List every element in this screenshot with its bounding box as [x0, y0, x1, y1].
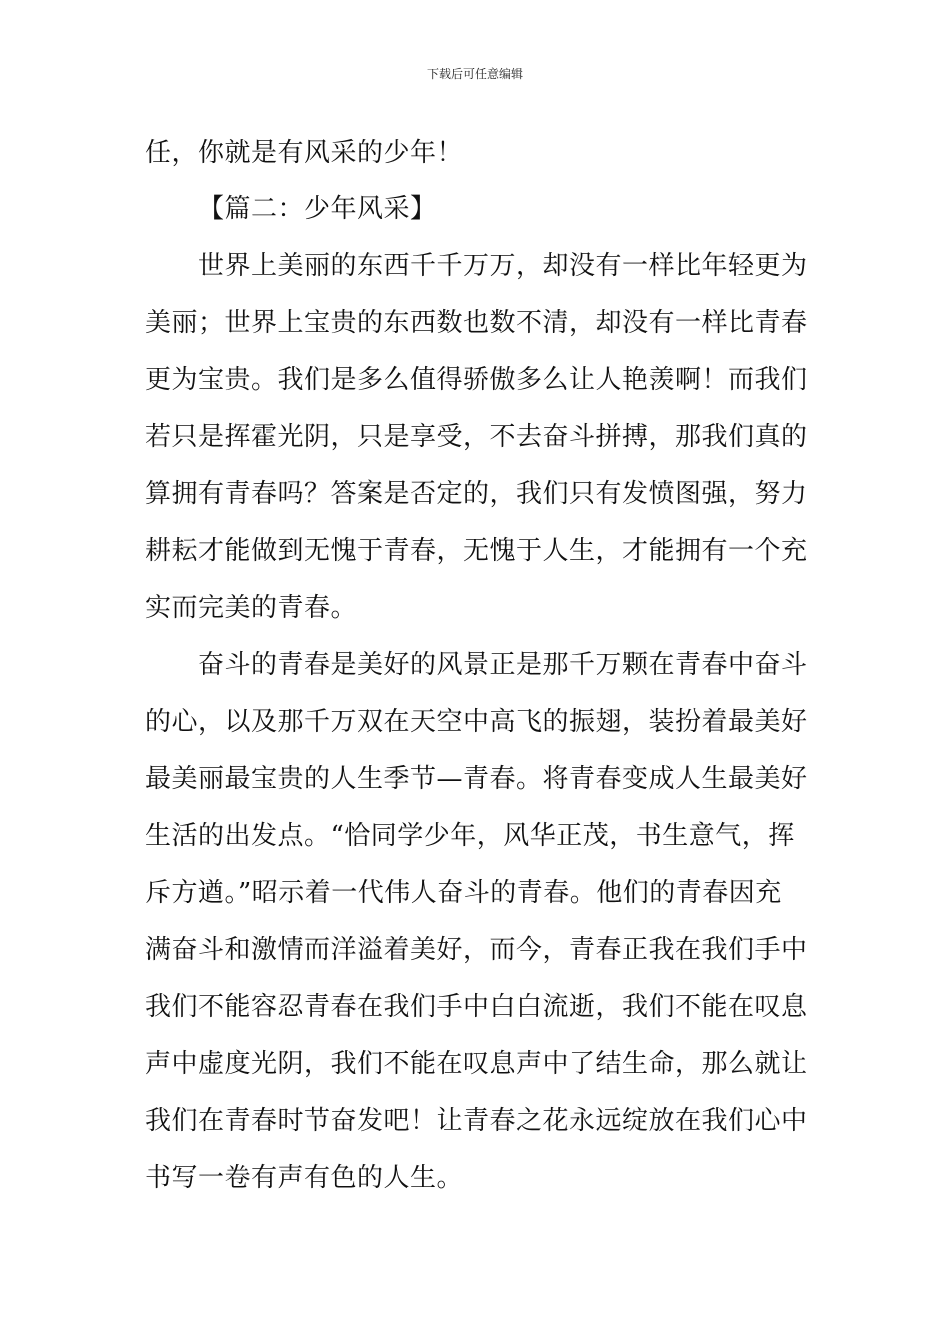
text-line: 书写一卷有声有色的人生。: [145, 1163, 464, 1193]
text-line: 世界上美丽的东西千千万万，却没有一样比年轻更为: [198, 251, 808, 281]
text-line: 最美丽最宝贵的人生季节—青春。将青春变成人生最美好: [145, 764, 808, 794]
text-line: 声中虚度光阴，我们不能在叹息声中了结生命，那么就让: [145, 1049, 808, 1079]
page-header-note: 下载后可任意编辑: [426, 67, 523, 81]
text-line: 若只是挥霍光阴，只是享受，不去奋斗拼搏，那我们真的: [145, 422, 808, 452]
text-line: 任，你就是有风采的少年！: [145, 138, 464, 168]
text-line: 实而完美的青春。: [145, 593, 358, 623]
text-line: 美丽；世界上宝贵的东西数也数不清，却没有一样比青春: [145, 308, 808, 338]
text-line: 满奋斗和激情而洋溢着美好，而今，青春正我在我们手中: [145, 935, 808, 965]
text-line: 我们不能容忍青春在我们手中白白流逝，我们不能在叹息: [145, 992, 808, 1022]
section-heading: 【篇二：少年风采】: [198, 194, 437, 224]
text-line: 斥方遒。”昭示着一代伟人奋斗的青春。他们的青春因充: [145, 878, 782, 908]
text-line: 的心，以及那千万双在天空中高飞的振翅，装扮着最美好: [145, 707, 808, 737]
text-line: 耕耘才能做到无愧于青春，无愧于人生，才能拥有一个充: [145, 536, 808, 566]
text-line: 生活的出发点。“恰同学少年，风华正茂，书生意气，挥: [145, 821, 795, 851]
text-line: 奋斗的青春是美好的风景正是那千万颗在青春中奋斗: [198, 650, 808, 680]
text-line: 算拥有青春吗？答案是否定的，我们只有发愤图强，努力: [145, 479, 808, 509]
text-line: 更为宝贵。我们是多么值得骄傲多么让人艳羡啊！而我们: [145, 365, 808, 395]
text-line: 我们在青春时节奋发吧！让青春之花永远绽放在我们心中: [145, 1106, 808, 1136]
